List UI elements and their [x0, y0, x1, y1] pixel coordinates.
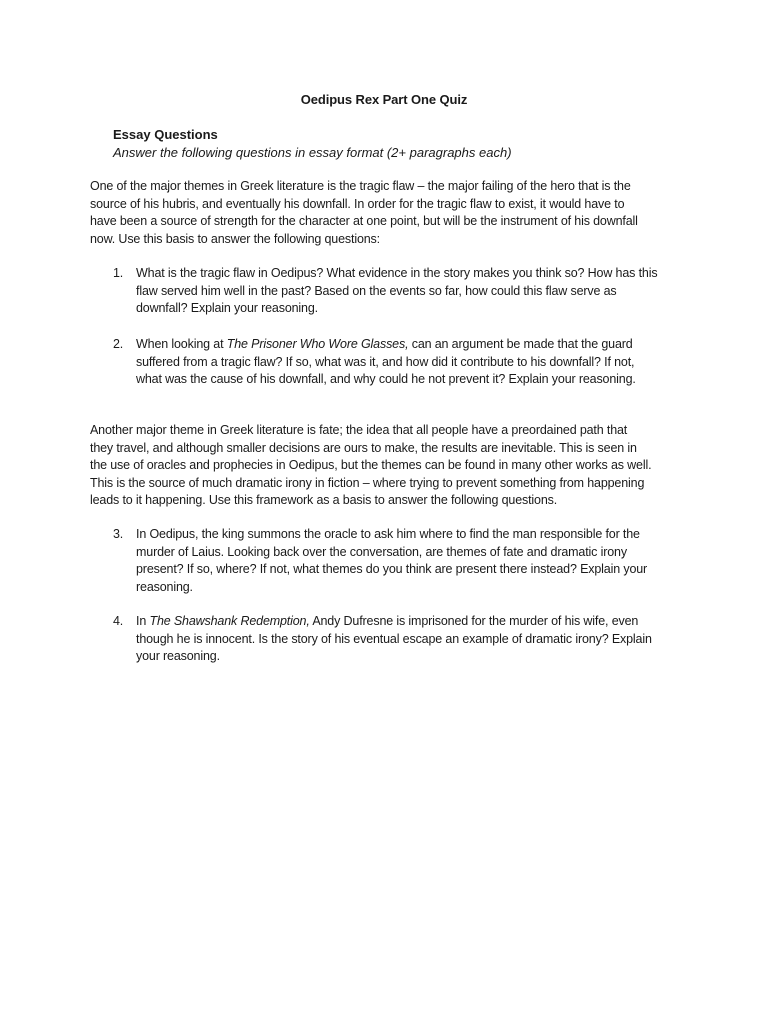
paragraph-line: now. Use this basis to answer the following questions: — [90, 231, 380, 246]
question-number: 1. — [113, 266, 124, 280]
document-title: Oedipus Rex Part One Quiz — [300, 92, 468, 107]
question-text — [136, 336, 686, 389]
section-instructions: Answer the following questions in essay format (2+ paragraphs each) — [113, 145, 512, 160]
question-line: What is the tragic flaw in Oedipus? What evidence in the story makes you think so? How has this — [136, 266, 658, 280]
question-text — [136, 265, 686, 318]
question-line — [136, 336, 686, 354]
paragraph-line: leads to it happening. Use this framework as a basis to answer the following questions. — [90, 493, 558, 507]
question-text-prefix: When looking at — [136, 337, 227, 351]
question-text-prefix: In — [136, 614, 150, 628]
question-text — [136, 526, 686, 596]
question-line: murder of Laius. Looking back over the conversation, are themes of fate and dramatic irony — [136, 544, 627, 559]
paragraph-line: Another major theme in Greek literature is fate; the idea that all people have a preordained path that — [90, 423, 628, 437]
paragraph-line: source of his hubris, and eventually his downfall. In order for the tragic flaw to exist, it would have to — [90, 196, 625, 211]
question-line: suffered from a tragic flaw? If so, what was it, and how did it contribute to his downfall? If not, — [136, 354, 635, 369]
question-line: your reasoning. — [136, 649, 220, 663]
work-title: The Prisoner Who Wore Glasses, — [226, 337, 409, 351]
question-line: flaw served him well in the past? Based on the events so far, how could this flaw serve as — [136, 283, 617, 298]
question-line: what was the cause of his downfall, and why could he not prevent it? Explain your reasoning. — [136, 372, 636, 386]
question-line: downfall? Explain your reasoning. — [136, 301, 318, 315]
intro-paragraph-fate — [90, 422, 690, 510]
question-line: reasoning. — [136, 579, 193, 594]
question-text-suffix: Andy Dufresne is imprisoned for the murder of his wife, even — [309, 614, 639, 628]
paragraph-line: they travel, and although smaller decisions are ours to make, the results are inevitable. This is seen in — [90, 440, 637, 455]
section-heading: Essay Questions — [113, 127, 218, 142]
question-number: 3. — [113, 527, 124, 541]
paragraph-line: have been a source of strength for the character at one point, but will be the instrument of his downfall — [90, 214, 638, 228]
paragraph-line: One of the major themes in Greek literature is the tragic flaw – the major failing of the hero that is the — [90, 179, 631, 193]
question-line: though he is innocent. Is the story of his eventual escape an example of dramatic irony? Explain — [136, 631, 652, 646]
paragraph-line: This is the source of much dramatic irony in fiction – where trying to prevent something from happening — [90, 475, 645, 490]
question-line — [136, 613, 686, 631]
question-text — [136, 613, 686, 666]
paragraph-line: the use of oracles and prophecies in Oedipus, but the themes can be found in many other works as well. — [90, 458, 652, 472]
question-text-suffix: can an argument be made that the guard — [408, 337, 633, 351]
question-number: 4. — [113, 614, 124, 628]
question-line: In Oedipus, the king summons the oracle to ask him where to find the man responsible for the — [136, 527, 640, 541]
question-line: present? If so, where? If not, what themes do you think are present there instead? Explain your — [136, 562, 648, 576]
intro-paragraph-tragic-flaw — [90, 178, 690, 248]
question-number: 2. — [113, 337, 124, 351]
work-title: The Shawshank Redemption, — [149, 614, 310, 628]
